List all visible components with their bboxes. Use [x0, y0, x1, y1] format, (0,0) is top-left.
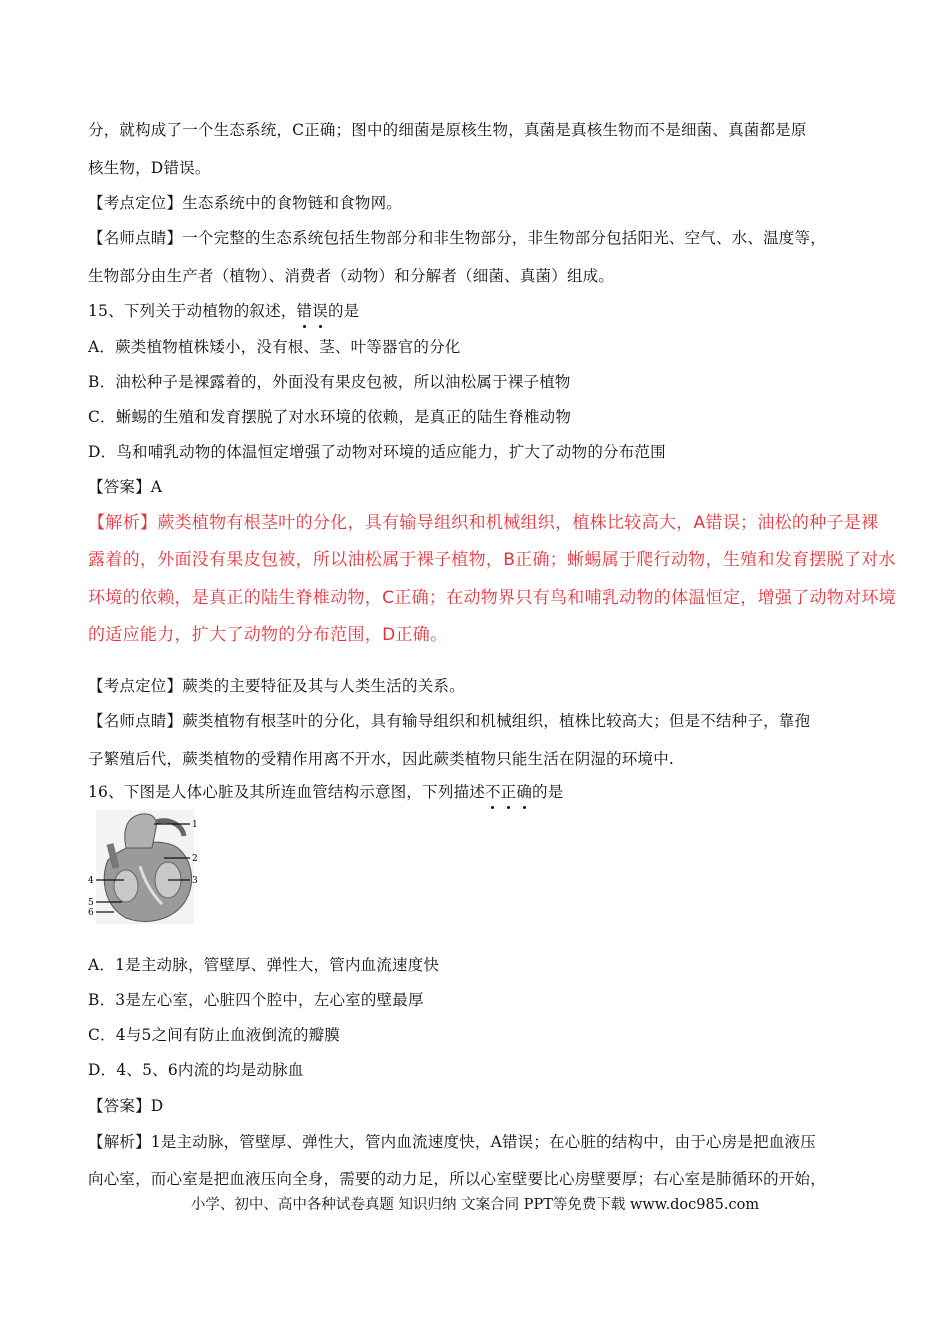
q15-dianjing-line-2: 子繁殖后代，蕨类植物的受精作用离不开水，因此蕨类植物只能生活在阴湿的环境中. — [88, 750, 675, 768]
figure-label-1: 1 — [192, 820, 198, 830]
q15-option-c: C．蜥蜴的生殖和发育摆脱了对水环境的依赖，是真正的陆生脊椎动物 — [88, 408, 572, 426]
q16-option-b: B．3是左心室，心脏四个腔中，左心室的壁最厚 — [88, 991, 424, 1009]
q15-option-b: B．油松种子是裸露着的，外面没有果皮包被，所以油松属于裸子植物 — [88, 373, 571, 391]
emphasis-char: 错 — [297, 299, 313, 321]
prev-dianjing-line-2: 生物部分由生产者（植物）、消费者（动物）和分解者（细菌、真菌）组成。 — [88, 267, 615, 285]
q15-answer: 【答案】A — [88, 478, 163, 496]
page-footer: 小学、初中、高中各种试卷真题 知识归纳 文案合同 PPT等免费下载 www.doc985.com — [190, 1197, 760, 1213]
prev-dianjing-line-1: 【名师点睛】一个完整的生态系统包括生物部分和非生物部分，非生物部分包括阳光、空气、水、温度等， — [88, 229, 826, 247]
question-15-stem: 15、下列关于动植物的叙述，错误的是 — [88, 299, 359, 321]
q16-analysis-line-2: 向心室，而心室是把血液压向全身，需要的动力足，所以心室壁要比心房壁要厚；右心室是肺循环的开始， — [88, 1170, 826, 1188]
prev-analysis-line-1: 分，就构成了一个生态系统，C正确；图中的细菌是原核生物，真菌是真核生物而不是细菌、真菌都是原 — [88, 121, 807, 139]
q15-kaodian: 【考点定位】蕨类的主要特征及其与人类生活的关系。 — [88, 677, 465, 695]
emphasis-char: 确 — [516, 780, 532, 802]
q15-analysis-line-2: 露着的，外面没有果皮包被，所以油松属于裸子植物，B正确；蜥蜴属于爬行动物，生殖和发育摆脱了对水 — [88, 550, 896, 570]
q15-option-d: D．鸟和哺乳动物的体温恒定增强了动物对环境的适应能力，扩大了动物的分布范围 — [88, 443, 666, 461]
emphasis-char: 正 — [501, 780, 517, 802]
emphasis-char: 误 — [312, 299, 328, 321]
q16-option-c: C．4与5之间有防止血液倒流的瓣膜 — [88, 1026, 340, 1044]
q16-option-a: A．1是主动脉，管壁厚、弹性大，管内血流速度快 — [88, 956, 440, 974]
figure-label-5: 5 — [88, 898, 94, 908]
right-heart-chamber — [114, 870, 138, 902]
figure-label-6: 6 — [88, 908, 94, 918]
emphasis-char: 不 — [485, 780, 501, 802]
q15-analysis-line-4: 的适应能力，扩大了动物的分布范围，D正确。 — [88, 625, 448, 645]
figure-label-2: 2 — [192, 854, 198, 864]
prev-analysis-line-2: 核生物，D错误。 — [88, 159, 211, 177]
figure-label-3: 3 — [192, 876, 198, 886]
q16-option-d: D．4、5、6内流的均是动脉血 — [88, 1061, 304, 1079]
q16-answer: 【答案】D — [88, 1097, 164, 1115]
question-16-stem: 16、下图是人体心脏及其所连血管结构示意图，下列描述不正确的是 — [88, 780, 563, 802]
q16-analysis-line-1: 【解析】1是主动脉，管壁厚、弹性大，管内血流速度快，A错误；在心脏的结构中，由于心房是把血液压 — [88, 1133, 816, 1151]
q15-option-a: A．蕨类植物植株矮小，没有根、茎、叶等器官的分化 — [88, 338, 461, 356]
prev-kaodian: 【考点定位】生态系统中的食物链和食物网。 — [88, 194, 403, 212]
heart-diagram — [86, 808, 216, 926]
q15-analysis-line-3: 环境的依赖，是真正的陆生脊椎动物，C正确；在动物界只有鸟和哺乳动物的体温恒定，增强了动物对环境 — [88, 588, 896, 608]
figure-label-4: 4 — [88, 876, 94, 886]
q15-analysis-line-1: 【解析】蕨类植物有根茎叶的分化，具有输导组织和机械组织，植株比较高大，A错误；油松的种子是裸 — [88, 513, 879, 533]
q15-dianjing-line-1: 【名师点睛】蕨类植物有根茎叶的分化，具有输导组织和机械组织，植株比较高大；但是不结种子，靠孢 — [88, 712, 811, 730]
